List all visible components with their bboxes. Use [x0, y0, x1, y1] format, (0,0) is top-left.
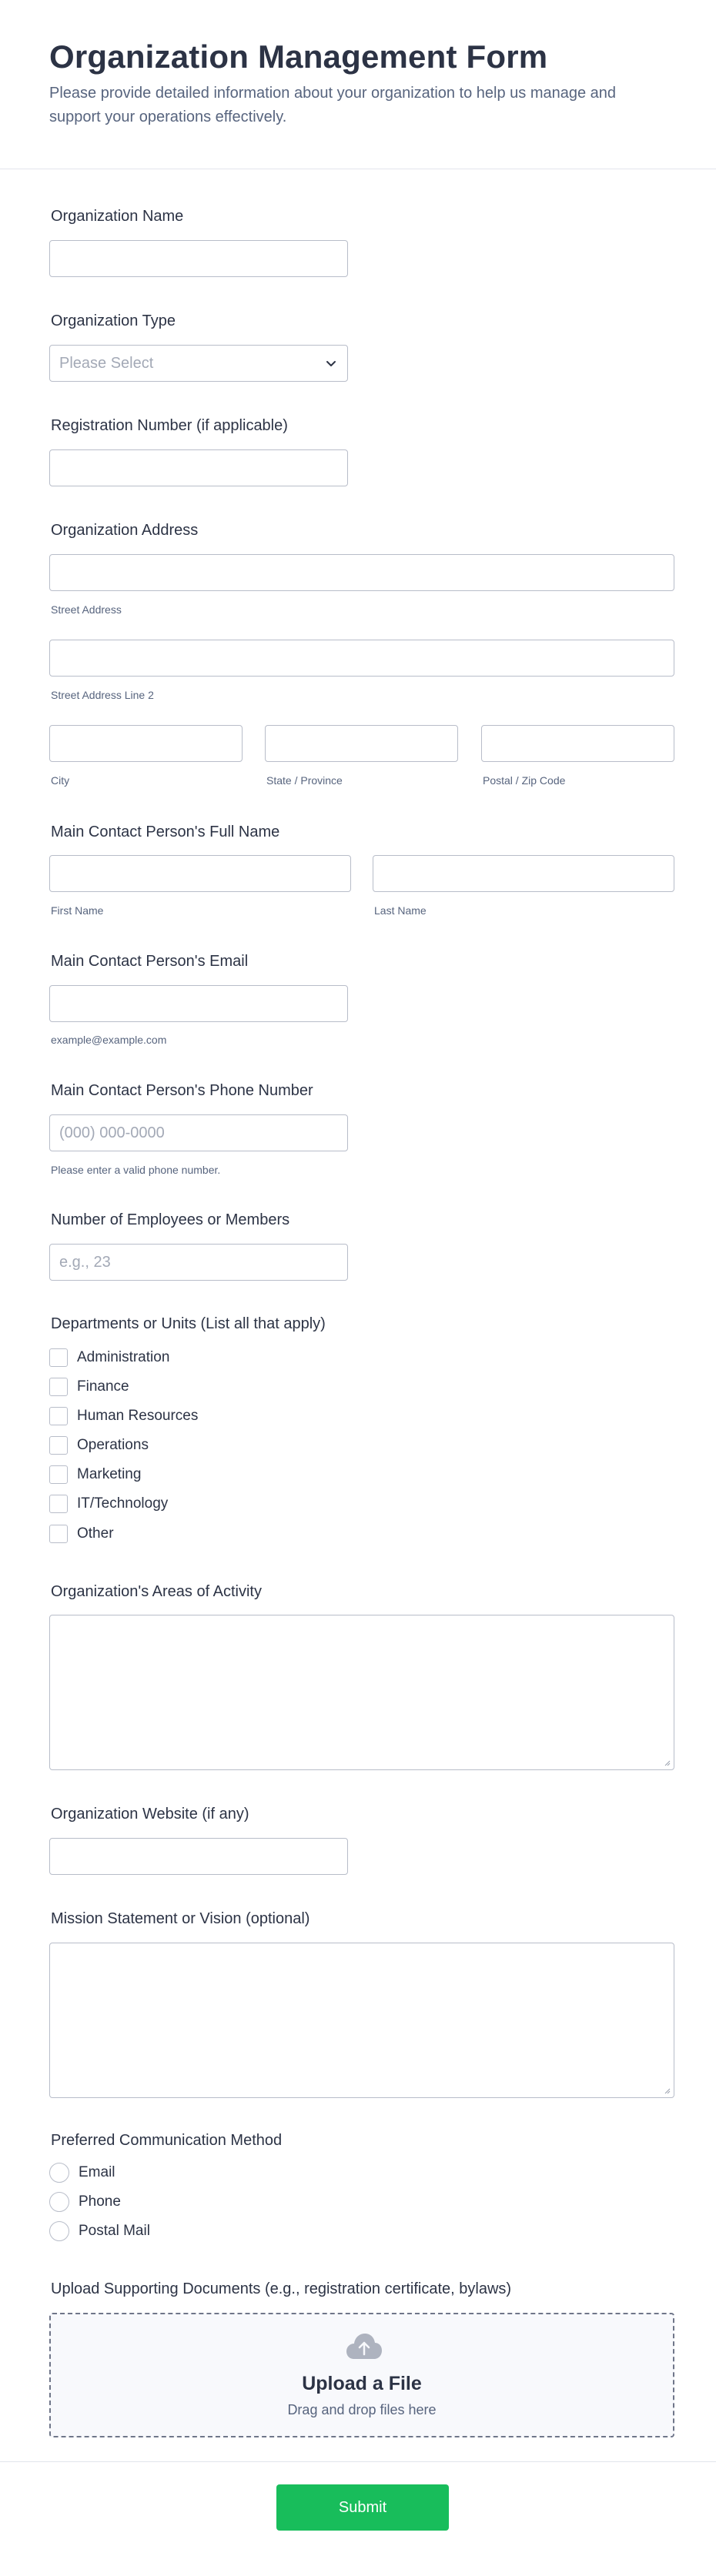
reg-number-label: Registration Number (if applicable)	[51, 417, 288, 434]
org-name-label: Organization Name	[51, 208, 184, 225]
activity-textarea[interactable]	[49, 1615, 674, 1770]
website-label: Organization Website (if any)	[51, 1806, 249, 1823]
department-option-human-resources[interactable]	[49, 1406, 198, 1426]
state-sublabel: State / Province	[266, 774, 343, 787]
contact-phone-input[interactable]	[49, 1114, 348, 1151]
address-label: Organization Address	[51, 522, 199, 539]
org-type-select[interactable]	[49, 345, 348, 382]
submit-button[interactable]: Submit	[276, 2484, 449, 2531]
radio-button[interactable]	[49, 2163, 69, 2183]
city-input[interactable]	[49, 725, 243, 762]
upload-label: Upload Supporting Documents (e.g., registration certificate, bylaws)	[51, 2280, 512, 2297]
employees-label: Number of Employees or Members	[51, 1211, 290, 1228]
org-name-input[interactable]	[49, 240, 348, 277]
department-option-label: Human Resources	[77, 1408, 199, 1424]
contact-phone-label: Main Contact Person's Phone Number	[51, 1082, 313, 1099]
department-option-label: Other	[77, 1525, 114, 1542]
checkbox[interactable]	[49, 1436, 68, 1455]
resize-handle-icon[interactable]	[663, 1759, 671, 1766]
contact-email-sublabel: example@example.com	[51, 1034, 167, 1046]
department-option-other[interactable]	[49, 1524, 114, 1544]
file-upload-dropzone[interactable]	[49, 2313, 674, 2437]
communication-option-postal-mail[interactable]	[49, 2221, 150, 2241]
communication-label: Preferred Communication Method	[51, 2132, 283, 2149]
departments-label: Departments or Units (List all that apply)	[51, 1315, 326, 1332]
department-option-label: Finance	[77, 1378, 129, 1395]
mission-label: Mission Statement or Vision (optional)	[51, 1910, 310, 1927]
street-address-line2-input[interactable]	[49, 640, 674, 677]
website-input[interactable]	[49, 1838, 348, 1875]
form-header	[0, 0, 716, 169]
communication-option-label: Postal Mail	[79, 2223, 150, 2239]
org-type-label: Organization Type	[51, 312, 176, 329]
checkbox[interactable]	[49, 1495, 68, 1513]
communication-option-email[interactable]	[49, 2163, 115, 2183]
department-option-administration[interactable]	[49, 1348, 169, 1368]
department-option-operations[interactable]	[49, 1435, 149, 1455]
checkbox[interactable]	[49, 1525, 68, 1543]
department-option-label: Administration	[77, 1349, 170, 1365]
postal-code-input[interactable]	[481, 725, 674, 762]
department-option-marketing[interactable]	[49, 1465, 141, 1485]
radio-button[interactable]	[49, 2221, 69, 2241]
upload-subtitle: Drag and drop files here	[287, 2402, 437, 2417]
department-option-label: Marketing	[77, 1466, 142, 1482]
checkbox[interactable]	[49, 1465, 68, 1484]
first-name-sublabel: First Name	[51, 904, 104, 917]
reg-number-input[interactable]	[49, 449, 348, 486]
street-address-input[interactable]	[49, 554, 674, 591]
last-name-sublabel: Last Name	[374, 904, 427, 917]
state-input[interactable]	[265, 725, 458, 762]
radio-button[interactable]	[49, 2192, 69, 2212]
street-address-line2-sublabel: Street Address Line 2	[51, 689, 154, 701]
contact-email-input[interactable]	[49, 985, 348, 1022]
org-type-selected-value: Please Select	[59, 354, 154, 372]
upload-title: Upload a File	[302, 2373, 422, 2394]
employees-input[interactable]	[49, 1244, 348, 1281]
department-option-label: IT/Technology	[77, 1495, 169, 1512]
first-name-input[interactable]	[49, 855, 351, 892]
department-option-label: Operations	[77, 1437, 149, 1453]
cloud-upload-icon	[345, 2331, 383, 2362]
department-option-finance[interactable]	[49, 1377, 129, 1397]
checkbox[interactable]	[49, 1407, 68, 1425]
activity-label: Organization's Areas of Activity	[51, 1583, 262, 1600]
form-subtitle: Please provide detailed information about your organization to help us manage and support your operations effectively.	[49, 85, 617, 125]
chevron-down-icon	[324, 356, 338, 370]
checkbox[interactable]	[49, 1348, 68, 1367]
contact-phone-sublabel: Please enter a valid phone number.	[51, 1164, 221, 1176]
checkbox[interactable]	[49, 1378, 68, 1396]
last-name-input[interactable]	[373, 855, 674, 892]
communication-option-phone[interactable]	[49, 2192, 121, 2212]
postal-code-sublabel: Postal / Zip Code	[483, 774, 566, 787]
communication-option-label: Email	[79, 2164, 115, 2180]
department-option-it-technology[interactable]	[49, 1494, 168, 1514]
street-address-sublabel: Street Address	[51, 603, 122, 616]
city-sublabel: City	[51, 774, 70, 787]
form-title: Organization Management Form	[49, 38, 548, 75]
contact-name-label: Main Contact Person's Full Name	[51, 824, 280, 840]
communication-option-label: Phone	[79, 2193, 121, 2210]
contact-email-label: Main Contact Person's Email	[51, 953, 249, 970]
mission-textarea[interactable]	[49, 1943, 674, 2098]
resize-handle-icon[interactable]	[663, 2087, 671, 2094]
